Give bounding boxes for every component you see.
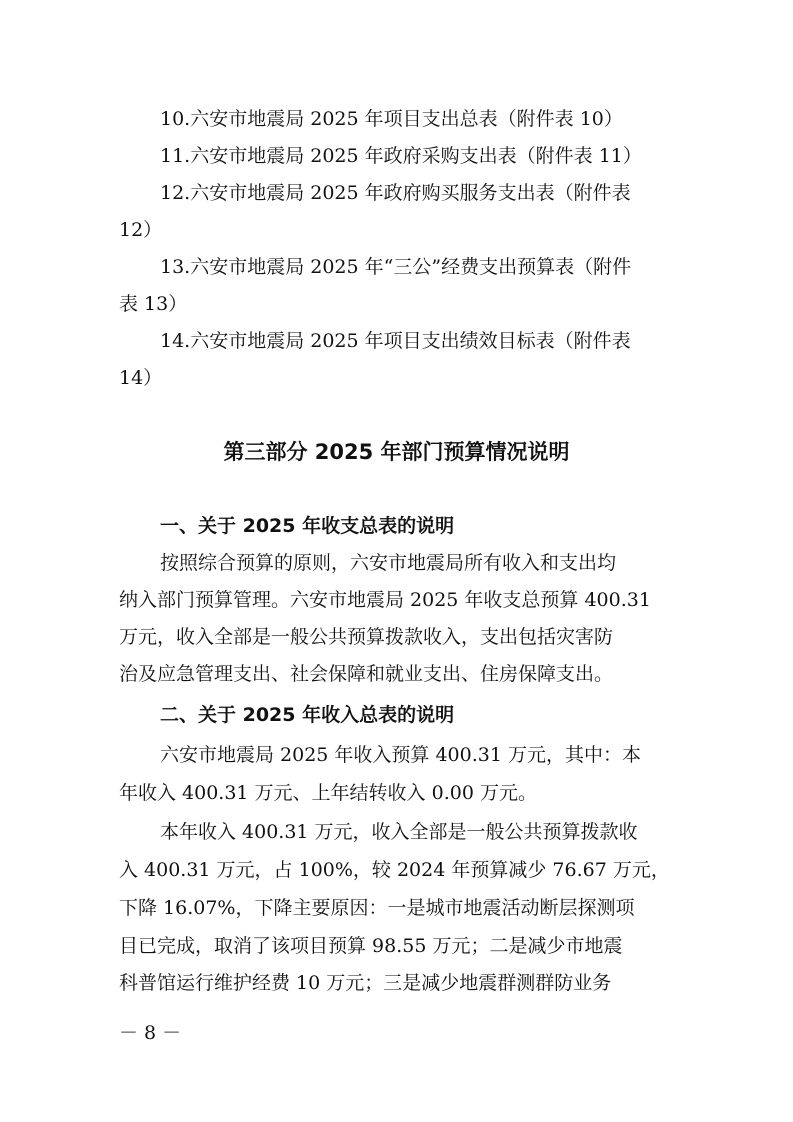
list-item-12-line2: 12）: [119, 219, 163, 241]
part1-paragraph-line4: 治及应急管理支出、社会保障和就业支出、住房保障支出。: [119, 663, 614, 685]
part1-paragraph-line3: 万元，收入全部是一般公共预算拨款收入，支出包括灾害防: [119, 626, 614, 648]
part2-paragraph2-line2: 入 400.31 万元，占 100%，较 2024 年预算减少 76.67 万元，: [119, 859, 670, 881]
page-number: － 8 －: [119, 1022, 182, 1044]
part2-heading: 二、关于 2025 年收入总表的说明: [160, 704, 455, 726]
list-item-13-line1: 13.六安市地震局 2025 年“三公”经费支出预算表（附件: [160, 256, 632, 278]
part2-paragraph2-line4: 目已完成，取消了该项目预算 98.55 万元；二是减少市地震: [119, 935, 623, 957]
list-item-10: 10.六安市地震局 2025 年项目支出总表（附件表 10）: [160, 108, 623, 130]
part2-paragraph1-line1: 六安市地震局 2025 年收入预算 400.31 万元，其中：本: [160, 744, 641, 766]
list-item-11: 11.六安市地震局 2025 年政府采购支出表（附件表 11）: [160, 145, 642, 167]
list-item-14-line1: 14.六安市地震局 2025 年项目支出绩效目标表（附件表: [160, 330, 631, 352]
list-item-13-line2: 表 13）: [119, 293, 188, 315]
part2-paragraph1-line2: 年收入 400.31 万元、上年结转收入 0.00 万元。: [119, 782, 537, 804]
part2-paragraph2-line3: 下降 16.07%，下降主要原因：一是城市地震活动断层探测项: [119, 897, 635, 919]
part1-paragraph-line2: 纳入部门预算管理。六安市地震局 2025 年收支总预算 400.31: [119, 589, 651, 611]
part1-heading: 一、关于 2025 年收支总表的说明: [160, 515, 455, 537]
list-item-14-line2: 14）: [119, 367, 163, 389]
section-title: 第三部分 2025 年部门预算情况说明: [223, 440, 570, 464]
part2-paragraph2-line1: 本年收入 400.31 万元，收入全部是一般公共预算拨款收: [160, 821, 638, 843]
part1-paragraph-line1: 按照综合预算的原则，六安市地震局所有收入和支出均: [160, 552, 617, 574]
list-item-12-line1: 12.六安市地震局 2025 年政府购买服务支出表（附件表: [160, 182, 631, 204]
part2-paragraph2-line5: 科普馆运行维护经费 10 万元；三是减少地震群测群防业务: [119, 972, 612, 994]
